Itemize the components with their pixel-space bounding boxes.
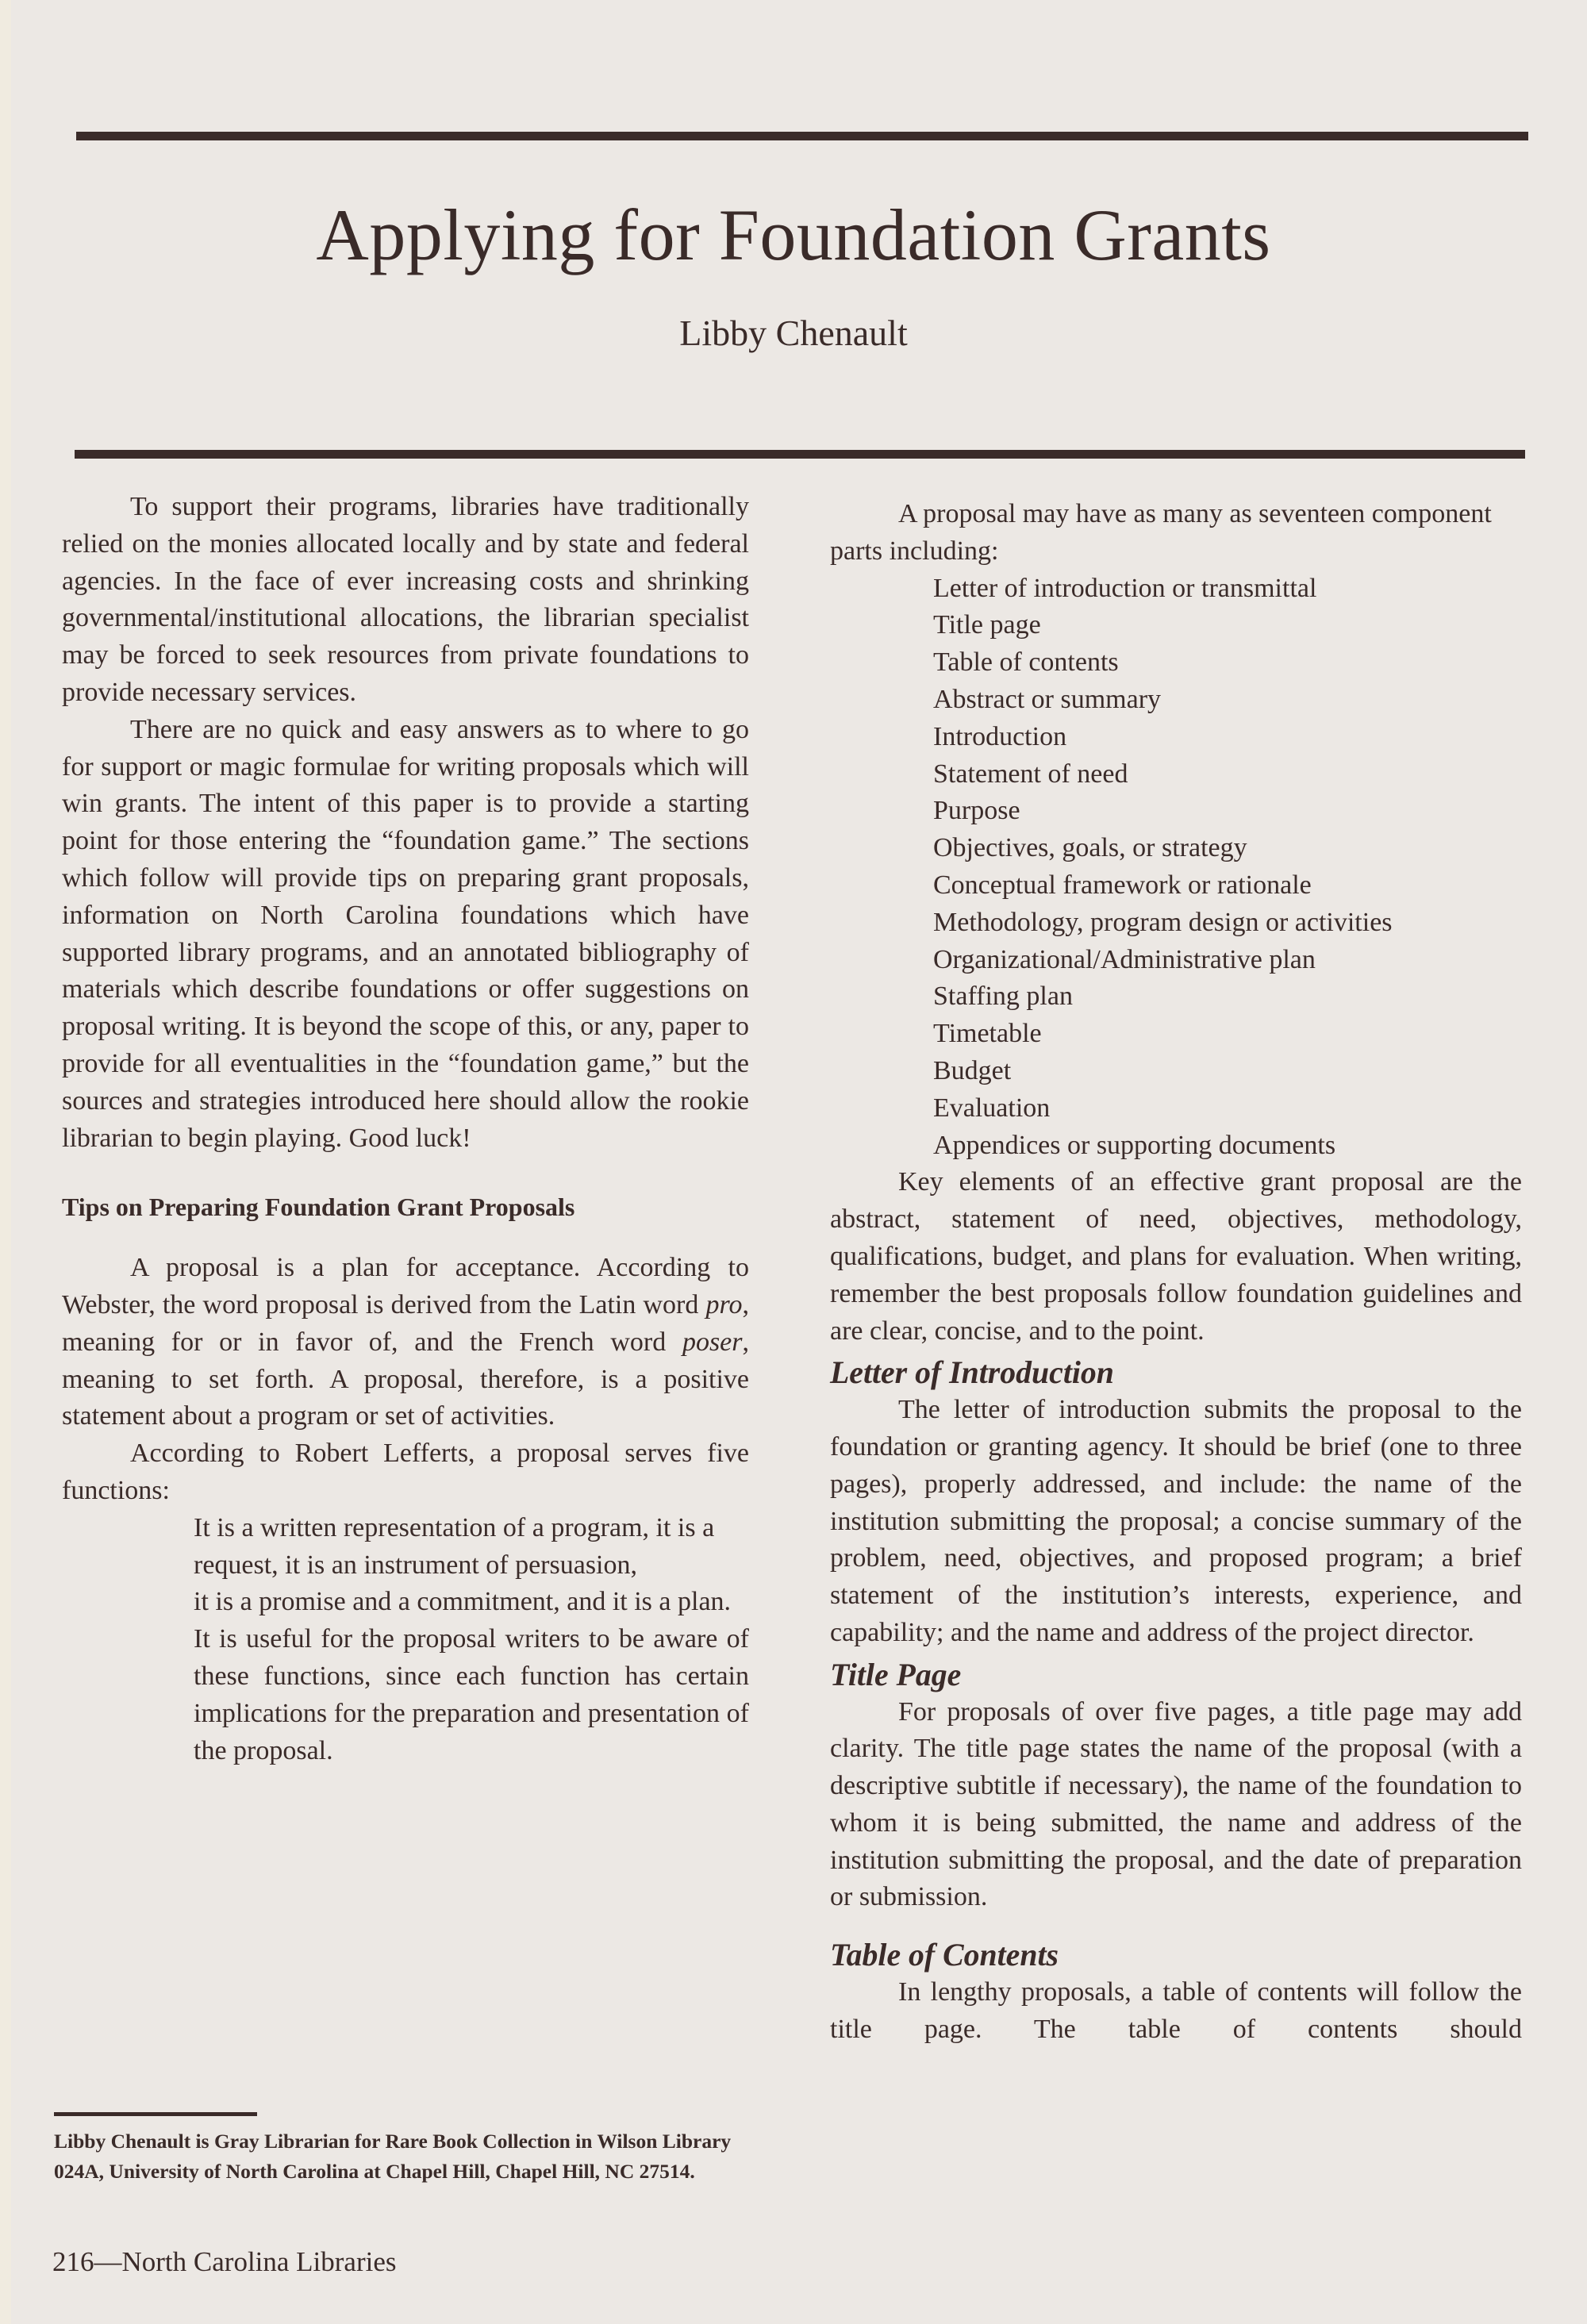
- list-item: Purpose: [933, 796, 1020, 826]
- footnote-rule: [54, 2112, 257, 2116]
- list-item: Timetable: [933, 1019, 1042, 1049]
- list-item: Budget: [933, 1055, 1012, 1085]
- tips-p1-text-1: A proposal is a plan for acceptance. According to Webster, the word proposal is derived from the Latin word: [62, 1253, 749, 1319]
- list-item: Methodology, program design or activities: [933, 907, 1393, 937]
- list-item: Conceptual framework or rationale: [933, 870, 1312, 900]
- list-item: Introduction: [933, 721, 1067, 751]
- list-item: Evaluation: [933, 1093, 1051, 1123]
- subheading-title-page: Title Page: [830, 1657, 962, 1692]
- list-item: Statement of need: [933, 759, 1128, 789]
- spacer: [62, 1226, 749, 1250]
- list-item: Objectives, goals, or strategy: [933, 833, 1247, 863]
- spacer: [62, 1157, 749, 1189]
- list-item: Title page: [933, 610, 1041, 640]
- left-column: [62, 489, 749, 1769]
- article-title: Applying for Foundation Grants: [316, 194, 1271, 275]
- title-top-rule: [76, 132, 1528, 140]
- french-term-poser: poser: [682, 1327, 743, 1357]
- subheading-letter-of-introduction: Letter of Introduction: [830, 1355, 1114, 1391]
- quote-line-1: It is a written representation of a program, it is a request, it is an instrument of persuasion,: [194, 1512, 715, 1580]
- tips-paragraph-2: According to Robert Lefferts, a proposal serves five functions:: [62, 1439, 749, 1505]
- title-page-body: For proposals of over five pages, a title page may add clarity. The title page states the name of the proposal (with a descriptive subtitle if necessary), the name of the foundation to whom it is being submitted, the name and address of the institution submitting the proposal, and the date of preparation or submission.: [830, 1696, 1522, 1912]
- latin-term-pro: pro: [705, 1289, 743, 1319]
- table-of-contents-body: In lengthy proposals, a table of contents will follow the title page. The table of contents should: [830, 1977, 1522, 2044]
- parts-intro: A proposal may have as many as seventeen component parts including:: [830, 499, 1492, 566]
- article-author: Libby Chenault: [679, 313, 908, 353]
- right-column: [830, 496, 1522, 2049]
- lefferts-quote: [62, 1510, 749, 1770]
- list-item: Abstract or summary: [933, 684, 1162, 714]
- section-heading-tips: Tips on Preparing Foundation Grant Proposals: [62, 1193, 575, 1222]
- page-folio: 216—North Carolina Libraries: [52, 2246, 397, 2277]
- author-footnote: Libby Chenault is Gray Librarian for Rare Book Collection in Wilson Library 024A, University of North Carolina at Chapel Hill, Chapel Hill, NC 27514.: [54, 2130, 732, 2183]
- proposal-parts-list: [830, 570, 1522, 1165]
- tips-paragraph-1: [62, 1250, 749, 1435]
- intro-paragraph-2: There are no quick and easy answers as to where to go for support or magic formulae for writing proposals which will win grants. The intent of this paper is to provide a starting point for those entering the “foundation game.” The sections which follow will provide tips on preparing grant proposals, information on North Carolina foundations which have supported library programs, and an annotated bibliography of materials which describe foundations or offer suggestions on proposal writing. It is beyond the scope of this, or any, paper to provide for all eventualities in the “foundation game,” but the sources and strategies introduced here should allow the rookie librarian to begin playing. Good luck!: [62, 714, 749, 1153]
- subheading-table-of-contents: Table of Contents: [830, 1938, 1059, 1973]
- key-elements-paragraph: Key elements of an effective grant proposal are the abstract, statement of need, objectives, methodology, qualifications, budget, and plans for evaluation. When writing, remember the best proposals follow foundation guidelines and are clear, concise, and to the point.: [830, 1167, 1522, 1346]
- tips-p1-text-2: , meaning for or in favor of, and the French word: [62, 1289, 749, 1357]
- list-item: Staffing plan: [933, 981, 1073, 1012]
- quote-line-3: It is useful for the proposal writers to be aware of these functions, since each function has certain implications for the preparation and presentation of the proposal.: [194, 1624, 749, 1765]
- spacer: [830, 1916, 1522, 1937]
- quote-line-2: it is a promise and a commitment, and it is a plan.: [194, 1587, 732, 1617]
- list-item: Organizational/Administrative plan: [933, 944, 1316, 974]
- title-bottom-rule: [75, 450, 1525, 459]
- list-item: Table of contents: [933, 647, 1119, 678]
- letter-of-introduction-body: The letter of introduction submits the proposal to the foundation or granting agency. It should be brief (one to three pages), properly addressed, and include: the name of the institution submitting the proposal; a concise summary of the problem, need, objectives, and proposed program; a brief statement of the institution’s interests, experience, and capability; and the name and address of the project director.: [830, 1395, 1522, 1647]
- list-item: Letter of introduction or transmittal: [933, 573, 1317, 603]
- tips-p1-text-3: , meaning to set forth. A proposal, therefore, is a positive statement about a program or set of activities.: [62, 1327, 749, 1431]
- list-item: Appendices or supporting documents: [933, 1130, 1336, 1160]
- intro-paragraph-1: To support their programs, libraries have traditionally relied on the monies allocated locally and by state and federal agencies. In the face of ever increasing costs and shrinking governmental/institutional allocations, the librarian specialist may be forced to seek resources from private foundations to provide necessary services.: [62, 492, 749, 707]
